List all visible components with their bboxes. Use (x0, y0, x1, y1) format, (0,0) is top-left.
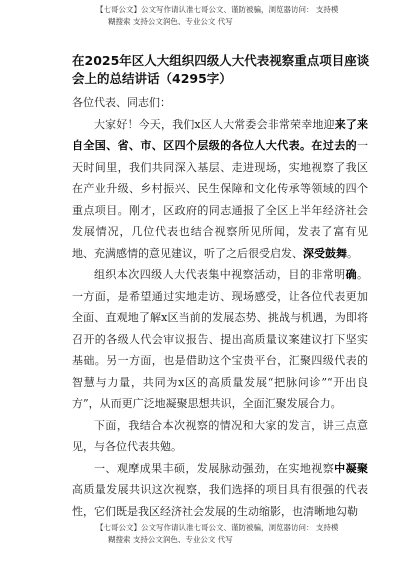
section-one-text-2: 高质量发展共识这次视察，我们选择的项目具有很强的代表性，它们既是我区经济社会发展的生动缩影，也清晰地勾勒 (72, 483, 368, 518)
document-title: 在2025年区人大组织四级人大代表视察重点项目座谈会上的总结讲话（4295字） (72, 53, 370, 86)
paragraph-opening-bold-1: 来了来自全国、省、市、区四个层级的各位人大代表。在过去的 (72, 117, 369, 152)
paragraph-section-one (72, 458, 368, 523)
section-one-bold: 中凝聚 (334, 461, 369, 475)
footer-notice-line2: 糊搜索 支持公文润色、专业公文 代写 (108, 535, 233, 544)
header-notice-line1: 【七哥公文】公文写作请认准七哥公文、谨防被骗，浏览器访问： 支持模 (96, 5, 339, 14)
footer-notice-line1: 【七哥公文】公文写作请认准七哥公文、谨防被骗，浏览器访问： 支持模 (96, 523, 339, 532)
section-one-text-1: 一、观摩成果丰硕，发展脉动强劲，在实地视察 (94, 461, 335, 475)
paragraph-purpose-text-2: 。一方面，是希望通过实地走访、现场感受，让各位代表更加全面、直观地了解x区当前的发展态势、挑战与机遇，为即将召开的各级人代会审议报告、提出高质量议案建议打下坚实基础。另一方面，也是借助这个宝贵平台，汇聚四级代表的智慧与力量，共同为x区的高质量发展“把脉问诊”“开出良方”，从而更广泛地凝聚思想共识，全面汇聚发展合力。 (72, 268, 369, 410)
footer-notice (96, 522, 396, 546)
paragraph-purpose (72, 264, 368, 415)
paragraph-opening-bold-2: 深受鼓舞 (303, 246, 347, 260)
paragraph-opening (72, 114, 368, 265)
header-notice (96, 4, 396, 28)
document-body (72, 92, 368, 522)
paragraph-transition: 下面，我结合本次视察的情况和大家的发言，讲三点意见，与各位代表共勉。 (72, 418, 368, 453)
header-notice-line2: 糊搜索 支持公文润色、专业公文 代写 (108, 17, 233, 26)
salutation: 各位代表、同志们： (72, 96, 171, 109)
paragraph-purpose-text-1: 组织本次四级人大代表集中视察活动，目的非常明 (94, 268, 346, 281)
paragraph-purpose-bold: 确 (345, 268, 358, 281)
paragraph-opening-text-1: 大家好！今天，我们x区人大常委会非常荣幸地迎 (94, 117, 335, 131)
paragraph-opening-text-2: 一天时间里，我们共同深入基层、走进现场，实地视察了我区在产业升级、乡村振兴、民生保障和文化传承等领域的四个重点项目。刚才，区政府的同志通报了全区上半年经济社会发展情况，几位代表也结合视察所见所闻，发表了富有见地、充满感情的意见建议，听了之后很受启发、 (72, 139, 368, 260)
paragraph-opening-text-3: 。 (347, 246, 358, 260)
